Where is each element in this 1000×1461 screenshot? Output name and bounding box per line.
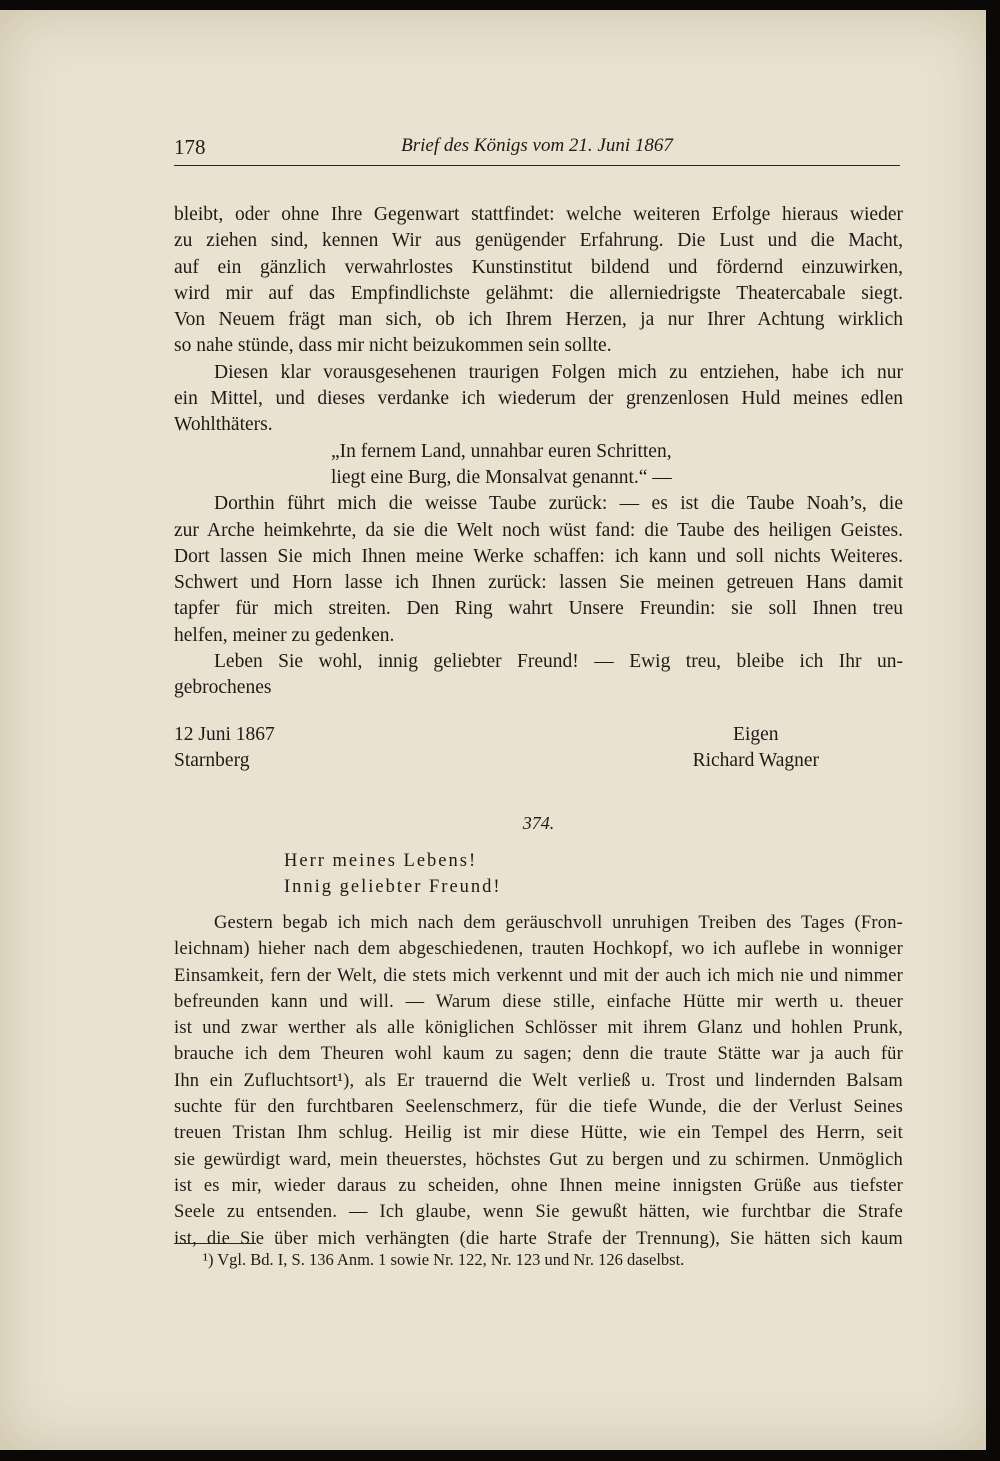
letter-closing: Eigen — [733, 723, 779, 745]
letter-place: Starnberg — [174, 749, 250, 771]
text-line: leichnam) hieher nach dem abgeschiedenen, trauten Hochkopf, wo ich auflebe in wonniger — [174, 939, 903, 960]
text-line: ist, die Sie über mich verhängten (die harte Strafe der Trennung), Sie hätten sich kaum — [174, 1228, 903, 1249]
text-line: ein Mittel, und dieses verdanke ich wiederum der grenzenlosen Huld meines edlen — [174, 388, 903, 410]
text-line: ist es mir, wieder daraus zu scheiden, ohne Ihnen meine innigsten Grüße aus tiefster — [174, 1175, 903, 1196]
text-line: treuen Tristan Ihm schlug. Heilig ist mir diese Hütte, wie ein Tempel des Herrn, seit — [174, 1123, 903, 1144]
text-line: Von Neuem frägt man sich, ob ich Ihrem Herzen, ja nur Ihrer Achtung wirklich — [174, 309, 903, 331]
text-line: Einsamkeit, fern der Welt, die stets mich verkennt und mit der auch ich mich nie und nimmer — [174, 965, 903, 986]
text-line: Dort lassen Sie mich Ihnen meine Werke schaffen: ich kann und soll nichts Weiteres. — [174, 545, 903, 567]
text-line: Schwert und Horn lasse ich Ihnen zurück: lassen Sie meinen getreuen Hans damit — [174, 572, 903, 594]
footnote-rule — [174, 1243, 256, 1244]
text-line: brauche ich dem Theuren wohl kaum zu sagen; denn die traute Stätte war ja auch für — [174, 1044, 903, 1065]
text-line: gebrochenes — [174, 677, 272, 699]
text-line: so nahe stünde, dass mir nicht beizukommen sein sollte. — [174, 335, 612, 357]
salutation-line: Herr meines Lebens! — [284, 851, 478, 871]
text-line: tapfer für mich streiten. Den Ring wahrt Unsere Freundin: sie soll Ihnen treu — [174, 598, 903, 620]
text-line: suchte für den furchtbaren Seelenschmerz, für die tiefe Wunde, die der Verlust Seines — [174, 1097, 903, 1118]
text-line: ist und zwar werther als alle königlichen Schlösser mit ihrem Glanz und hohlen Prunk, — [174, 1018, 903, 1039]
page-number: 178 — [174, 135, 206, 159]
letter-374-text — [174, 848, 903, 1252]
letter-number: 374. — [522, 813, 555, 833]
book-page — [0, 10, 986, 1450]
text-line: Ihn ein Zufluchtsort¹), als Er trauernd die Welt verließ u. Trost und lindernden Balsam — [174, 1070, 903, 1091]
footnote: ¹) Vgl. Bd. I, S. 136 Anm. 1 sowie Nr. 122, Nr. 123 und Nr. 126 daselbst. — [203, 1250, 685, 1269]
text-line: Diesen klar vorausgesehenen traurigen Folgen mich zu entziehen, habe ich nur — [214, 361, 903, 383]
letter-end-text — [174, 202, 903, 778]
salutation — [284, 848, 903, 900]
text-line: bleibt, oder ohne Ihre Gegenwart stattfindet: welche weiteren Erfolge hieraus wieder — [174, 204, 903, 225]
text-line: Gestern begab ich mich nach dem geräuschvoll unruhigen Treiben des Tages (Fron- — [214, 913, 903, 933]
text-line: auf ein gänzlich verwahrlostes Kunstinstitut bildend und fördernd einzuwirken, — [174, 256, 903, 278]
text-line: befreunden kann und will. — Warum diese stille, einfache Hütte mir werth u. theuer — [174, 991, 903, 1012]
verse-line: liegt eine Burg, die Monsalvat genannt.“ — — [331, 466, 672, 488]
letter-date: 12 Juni 1867 — [174, 723, 275, 745]
letter-signature: Richard Wagner — [692, 749, 819, 771]
text-line: wird mir auf das Empfindlichste gelähmt: die allerniedrigste Theatercabale siegt. — [174, 282, 903, 304]
text-line: sie gewürdigt ward, mein theuerstes, höchstes Gut zu bergen und zu schirmen. Unmöglich — [174, 1149, 903, 1170]
text-line: helfen, meiner zu gedenken. — [174, 624, 395, 646]
running-head: Brief des Königs vom 21. Juni 1867 — [401, 135, 673, 156]
text-line: Seele zu entsenden. — Ich glaube, wenn Sie gewußt hätten, wie furchtbar die Strafe — [174, 1202, 903, 1223]
text-line: Wohlthäters. — [174, 414, 273, 436]
page-header — [174, 135, 900, 166]
verse-line: „In fernem Land, unnahbar euren Schritten, — [331, 440, 672, 462]
text-line: Leben Sie wohl, innig geliebter Freund! — Ewig treu, bleibe ich Ihr un- — [214, 651, 903, 673]
text-line: Dorthin führt mich die weisse Taube zurück: — es ist die Taube Noah’s, die — [214, 493, 903, 515]
text-line: zu ziehen sind, kennen Wir aus genügender Erfahrung. Die Lust und die Macht, — [174, 230, 903, 252]
signature-block — [174, 722, 903, 778]
salutation-line: Innig geliebter Freund! — [284, 877, 502, 897]
text-line: zur Arche heimkehrte, da sie die Welt noch wüst fand: die Taube des heiligen Geistes. — [174, 519, 903, 541]
